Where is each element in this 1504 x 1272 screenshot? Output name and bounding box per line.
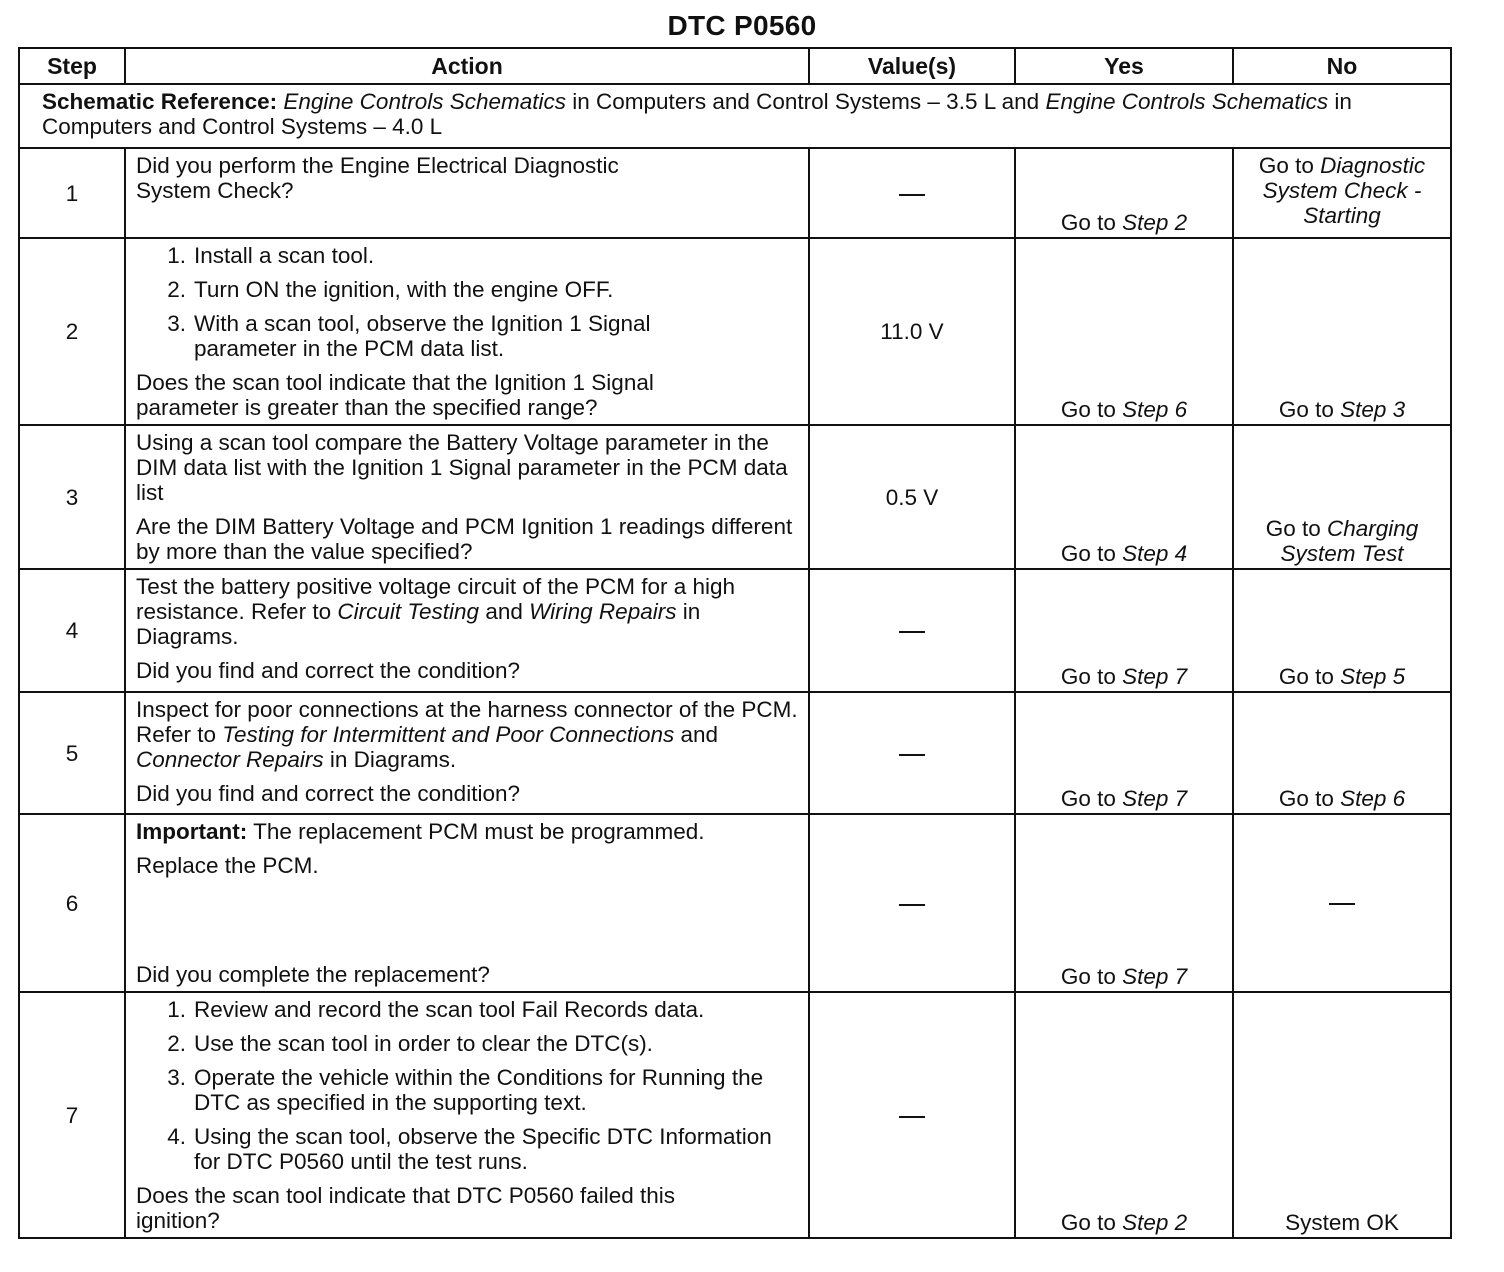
circuit-testing-link[interactable]: Circuit Testing — [337, 599, 480, 624]
go-to-label: Go to — [1060, 1210, 1123, 1235]
substep: Using the scan tool, observe the Specific DTC Information for DTC P0560 until the test runs. — [194, 1124, 772, 1174]
step-instruction: Using a scan tool compare the Battery Voltage parameter in the DIM data list with the Ignition 1 Signal parameter in the PCM data list — [136, 430, 788, 505]
header-no: No — [1233, 48, 1451, 84]
dtc-table — [18, 47, 1452, 1239]
instruction-text: and — [674, 722, 719, 747]
no-cell: System OK — [1233, 992, 1451, 1238]
step-row-5 — [19, 692, 1451, 814]
yes-link[interactable]: Step 7 — [1122, 786, 1188, 811]
instruction-text: in Diagrams. — [323, 747, 457, 772]
go-to-label: Go to — [1265, 516, 1327, 541]
value-cell — [809, 992, 1015, 1238]
schematic-link-1[interactable]: Engine Controls Schematics — [283, 89, 567, 114]
dash — [1329, 903, 1355, 905]
action-cell — [125, 148, 809, 238]
substep-list — [136, 243, 798, 361]
schematic-label: Schematic Reference: — [42, 89, 278, 114]
step-question: Does the scan tool indicate that the Ignition 1 Signal parameter is greater than the specified range? — [136, 370, 654, 420]
step-instruction — [136, 697, 798, 772]
go-to-label: Go to — [1278, 664, 1341, 689]
action-cell — [125, 692, 809, 814]
action-cell — [125, 569, 809, 692]
step-row-1 — [19, 148, 1451, 238]
step-row-6 — [19, 814, 1451, 992]
schematic-text-1: in Computers and Control Systems – 3.5 L and — [566, 89, 1046, 114]
value-cell: 0.5 V — [809, 425, 1015, 569]
document-title: DTC P0560 — [667, 10, 817, 41]
step-number: 5 — [19, 692, 125, 814]
no-cell — [1233, 569, 1451, 692]
substep: Turn ON the ignition, with the engine OFF. — [194, 277, 614, 302]
substep: Use the scan tool in order to clear the DTC(s). — [194, 1031, 653, 1056]
value-cell — [809, 692, 1015, 814]
value-cell — [809, 148, 1015, 238]
step-number: 1 — [19, 148, 125, 238]
action-cell — [125, 238, 809, 425]
step-row-3 — [19, 425, 1451, 569]
important-note — [136, 819, 798, 844]
go-to-label: Go to — [1278, 786, 1341, 811]
instruction-text: and — [479, 599, 530, 624]
go-to-label: Go to — [1060, 210, 1123, 235]
yes-cell — [1015, 148, 1233, 238]
substep: With a scan tool, observe the Ignition 1 Signal parameter in the PCM data list. — [194, 311, 651, 361]
substep-list — [136, 997, 798, 1174]
step-question: Are the DIM Battery Voltage and PCM Ignition 1 readings different by more than the value specified? — [136, 514, 793, 564]
value-cell — [809, 569, 1015, 692]
yes-link[interactable]: Step 2 — [1122, 1210, 1188, 1235]
dash — [899, 631, 925, 633]
dash — [899, 904, 925, 906]
go-to-label: Go to — [1258, 153, 1321, 178]
step-question: Did you complete the replacement? — [136, 962, 490, 987]
value-cell — [809, 814, 1015, 992]
no-link[interactable]: Diagnostic System Check - Starting — [1262, 153, 1426, 228]
dash — [899, 194, 925, 196]
instruction-text: Inspect for poor connections at the harness connector of the PCM. Refer to — [136, 697, 798, 747]
no-cell — [1233, 148, 1451, 238]
intermittent-connections-link[interactable]: Testing for Intermittent and Poor Connections — [222, 722, 675, 747]
substep: Review and record the scan tool Fail Records data. — [194, 997, 705, 1022]
action-cell — [125, 814, 809, 992]
no-link[interactable]: Step 5 — [1340, 664, 1406, 689]
step-instruction: Replace the PCM. — [136, 853, 319, 878]
action-cell — [125, 992, 809, 1238]
no-cell — [1233, 425, 1451, 569]
connector-repairs-link[interactable]: Connector Repairs — [136, 747, 324, 772]
header-row — [19, 48, 1451, 84]
schematic-link-2[interactable]: Engine Controls Schematics — [1045, 89, 1329, 114]
go-to-label: Go to — [1060, 786, 1123, 811]
yes-cell — [1015, 992, 1233, 1238]
yes-cell — [1015, 692, 1233, 814]
step-number: 3 — [19, 425, 125, 569]
yes-link[interactable]: Step 2 — [1122, 210, 1188, 235]
substep: Operate the vehicle within the Conditions for Running the DTC as specified in the supporting text. — [194, 1065, 764, 1115]
schematic-reference — [19, 84, 1451, 148]
go-to-label: Go to — [1278, 397, 1341, 422]
step-number: 7 — [19, 992, 125, 1238]
step-row-7 — [19, 992, 1451, 1238]
no-cell — [1233, 692, 1451, 814]
step-number: 4 — [19, 569, 125, 692]
header-action: Action — [125, 48, 809, 84]
action-cell — [125, 425, 809, 569]
instruction-text: Test the battery positive voltage circuit of the PCM for a high resistance. Refer to — [136, 574, 736, 624]
step-number: 2 — [19, 238, 125, 425]
header-yes: Yes — [1015, 48, 1233, 84]
yes-cell — [1015, 569, 1233, 692]
wiring-repairs-link[interactable]: Wiring Repairs — [529, 599, 677, 624]
important-text: The replacement PCM must be programmed. — [247, 819, 705, 844]
go-to-label: Go to — [1060, 964, 1123, 989]
step-number: 6 — [19, 814, 125, 992]
substep: Install a scan tool. — [194, 243, 375, 268]
step-question: Did you find and correct the condition? — [136, 658, 520, 683]
schematic-text-2: in Computers and Control Systems – 4.0 L — [42, 89, 1352, 139]
step-instruction — [136, 574, 798, 649]
go-to-label: Go to — [1060, 397, 1123, 422]
no-cell — [1233, 814, 1451, 992]
yes-link[interactable]: Step 7 — [1122, 664, 1188, 689]
value-cell: 11.0 V — [809, 238, 1015, 425]
go-to-label: Go to — [1060, 541, 1123, 566]
yes-link[interactable]: Step 4 — [1122, 541, 1188, 566]
step-question: Did you find and correct the condition? — [136, 781, 520, 806]
no-link[interactable]: Charging System Test — [1280, 516, 1419, 566]
header-values: Value(s) — [809, 48, 1015, 84]
step-row-4 — [19, 569, 1451, 692]
go-to-label: Go to — [1060, 664, 1123, 689]
no-link[interactable]: Step 6 — [1340, 786, 1406, 811]
yes-cell — [1015, 238, 1233, 425]
step-question: Does the scan tool indicate that DTC P0560 failed this ignition? — [136, 1183, 676, 1233]
no-link[interactable]: Step 3 — [1340, 397, 1406, 422]
step-row-2 — [19, 238, 1451, 425]
step-question: Did you perform the Engine Electrical Diagnostic System Check? — [136, 153, 619, 203]
yes-link[interactable]: Step 6 — [1122, 397, 1188, 422]
dash — [899, 754, 925, 756]
dash — [899, 1116, 925, 1118]
important-label: Important: — [136, 819, 248, 844]
yes-link[interactable]: Step 7 — [1122, 964, 1188, 989]
header-step: Step — [19, 48, 125, 84]
no-cell — [1233, 238, 1451, 425]
yes-cell — [1015, 814, 1233, 992]
yes-cell — [1015, 425, 1233, 569]
schematic-row — [19, 84, 1451, 148]
instruction-text: in Diagrams. — [136, 599, 701, 649]
